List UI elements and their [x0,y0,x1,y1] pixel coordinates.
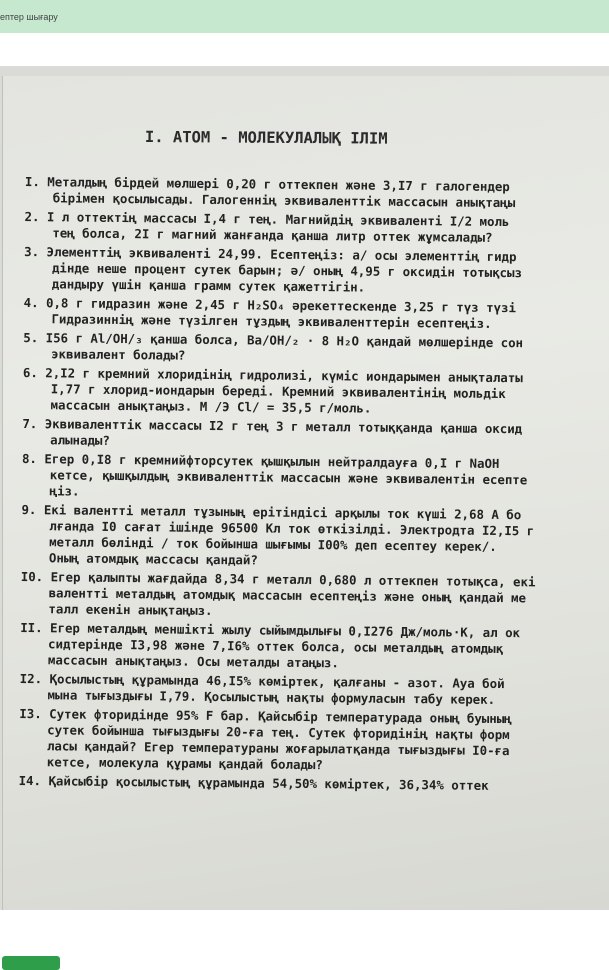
problem-item [20,569,609,624]
problem-line: массасын анықтаңыз. Осы металды атаңыз. [47,652,339,671]
problem-line: 3. Элементтің эквиваленті 24,99. Есептеңіз: а/ осы элементтің гидр [24,243,517,265]
problem-line: Оның атомдық массасы қандай? [48,550,258,568]
problem-line: кетсе, молекула құрамы қандай болады? [46,754,323,773]
problem-line: эквивалент болады? [51,346,186,363]
problem-line: I3. Сутек фторидінде 95% F бар. Қайсыбір температурада оның буының [19,705,512,727]
worksheet-photo [0,66,609,910]
problem-line: талл екенін анықтаңыз. [48,601,213,618]
problem-line: алынады? [50,432,110,448]
action-button[interactable] [2,956,60,970]
problem-item [23,330,609,369]
problem-line: 2. I л оттектің массасы I,4 г тең. Магнийдің эквиваленті I/2 моль [24,208,510,230]
problem-line: II. Егер металдың меншікті жылу сыйымдылығы 0,I276 Дж/моль·К, ал ок [20,619,521,641]
paper-sheet [2,76,609,910]
page-title: ептер шығару [0,12,58,22]
problem-item [24,244,609,299]
problem-line: дандыру үшін қанша грамм сутек қажеттігін. [51,276,366,295]
problem-line: 4. 0,8 г гидразин және 2,45 г H₂SO₄ әрекеттескенде 3,25 г түз түзі [23,294,517,316]
problem-item [25,174,609,213]
problem-line: валентті металдың атомдық массасын есептеңіз және оның қандай ме [48,585,527,606]
problem-line: кетсе, қышқылдың эквиваленттік массасын және эквивалентін есепте [49,467,528,488]
problem-line: лғанда I0 сағат ішінде 96500 Кл ток өткізілді. Электродта I2,I5 г [49,518,535,539]
problem-line: 9. Екі валентті металл тұзының ерітіндісі арқылы ток күші 2,68 А бо [21,501,522,523]
problem-line: 8. Егер 0,I8 г кремнийфторсутек қышқылын нейтралдауға 0,I г NaOH [21,450,500,471]
problem-line: I4. Қайсыбір қосылыстың құрамында 54,50% көміртек, 36,34% оттек [18,772,489,793]
problem-item [20,620,609,675]
problem-line: I2. Қосылыстың құрамында 46,I5% көміртек, қалғаны - азот. Ауа бой [19,670,505,692]
problem-line: I0. Егер қалыпты жағдайда 8,34 г металл 0,680 л оттекпен тотықса, екі [20,568,536,590]
problem-line: ңіз. [49,483,80,499]
problem-line: Гидразиннің және түзілген тұздың эквиваленттерін есептеңіз. [51,311,492,331]
problem-item [19,773,609,796]
problem-line: сидтерінде I3,98 және 7,I6% оттек болса, осы металдың атомдық [48,636,504,657]
problem-item [22,451,609,506]
problem-item [21,502,609,573]
problem-line: массасын анықтаңыз. M /Э Cl/ = 35,5 г/моль. [50,397,372,416]
problem-item [22,416,609,455]
problem-line: 7. Эквиваленттік массасы I2 г тең 3 г металл тотыққанда қанша оксид [22,415,523,437]
problem-line: сутек бойынша тығыздығы 20-ға тең. Сутек фторидінің нақты форм [47,722,510,743]
problem-line: I. Металдың бірдей мөлшері 0,20 г оттекпен және 3,I7 г галогендер [24,174,510,195]
problem-line: I,77 г хлорид-иондарын береді. Кремний эквивалентінің мольдік [50,381,506,402]
problem-line: 6. 2,I2 г кремний хлоридінің гидролизі, күміс иондарымен анықталаты [22,364,523,386]
problem-line: 5. I56 г Al/OH/₃ қанша болса, Ba/OH/₂ · 8 H₂O қандай мөлшерінде сон [23,329,524,351]
problem-line: бірімен қосылысады. Галогеннің эквиваленттік массасын анықтаңы [52,190,516,211]
problem-line: тең болса, 2I г магний жанғанда қанша литр оттек жұмсалады? [52,225,493,245]
worksheet-heading: I. АТОМ - МОЛЕКУЛАЛЫҚ ІЛІМ [144,128,388,148]
problem-item [22,365,609,420]
problem-line: мына тығыздығы I,79. Қосылыстың нақты формуласын табу керек. [47,687,496,707]
problem-item [19,671,609,710]
problem-list [19,174,609,799]
problem-item [24,209,609,248]
problem-item [23,295,609,334]
problem-line: металл бөлінді / ток бойынша шығымы I00% деп есептеу керек/. [49,534,497,554]
problem-line: ласы қандай? Егер температураны жоғарылатқанда тығыздығы I0-ға [46,738,510,759]
problem-line: дінде неше процент сутек барын; ә/ оның 4,95 г оксидін тотықсыз [51,260,523,281]
problem-item [19,706,609,777]
top-bar [0,0,609,33]
